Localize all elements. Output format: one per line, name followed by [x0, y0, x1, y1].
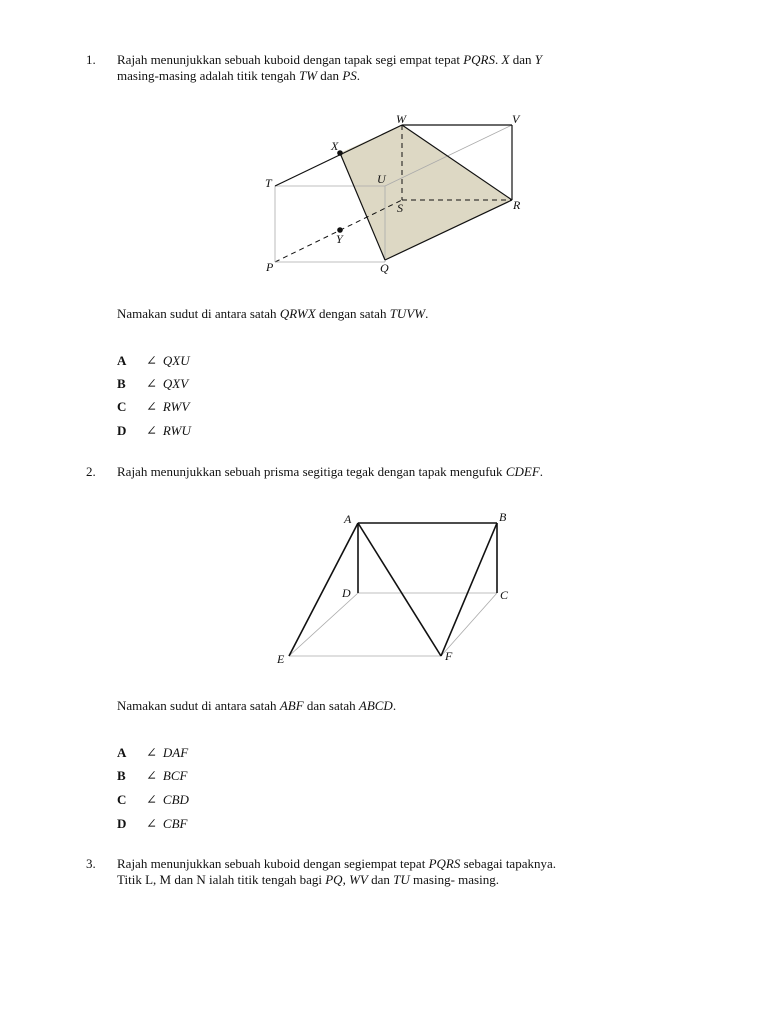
- stem-term: CDEF: [505, 464, 540, 479]
- prompt-text: dan satah: [303, 698, 359, 713]
- question-number: 3.: [86, 856, 96, 871]
- angle-icon: ∠: [146, 353, 157, 368]
- stem-term: Y: [534, 52, 542, 67]
- label-x: X: [331, 139, 339, 153]
- prompt-term: ABF: [279, 698, 304, 713]
- label-b: B: [499, 510, 507, 524]
- stem-text: masing-masing adalah titik tengah: [117, 68, 299, 83]
- thin-edge-cf: [441, 593, 497, 656]
- stem-text: .: [495, 52, 502, 67]
- option-letter: B: [117, 768, 126, 783]
- edge-af: [358, 523, 441, 656]
- prompt-text: dengan satah: [315, 306, 390, 321]
- label-f: F: [445, 649, 453, 663]
- angle-icon: ∠: [146, 376, 157, 391]
- stem-text: Rajah menunjukkan sebuah kuboid dengan tapak segi empat tepat: [117, 52, 464, 67]
- option-value: CBF: [162, 816, 188, 831]
- stem-term: PQRS: [463, 52, 495, 67]
- angle-icon: ∠: [146, 399, 157, 414]
- angle-icon: ∠: [146, 745, 157, 760]
- question-number: 2.: [86, 464, 96, 479]
- option-letter: D: [117, 816, 127, 831]
- option-value: BCF: [162, 768, 188, 783]
- label-s: S: [397, 201, 403, 215]
- prompt-text: .: [392, 698, 397, 713]
- label-c: C: [500, 588, 509, 602]
- label-u: U: [377, 172, 386, 186]
- option-value: RWV: [162, 399, 190, 414]
- question-number: 1.: [86, 52, 96, 67]
- stem-term: PS: [342, 68, 357, 83]
- option-letter: C: [117, 792, 127, 807]
- option-letter: C: [117, 399, 127, 414]
- prompt-text: Namakan sudut di antara satah: [117, 306, 280, 321]
- stem-term: PQRS: [428, 856, 461, 871]
- stem-term: TW: [298, 68, 318, 83]
- label-p: P: [266, 260, 274, 274]
- stem-text: masing- masing.: [409, 872, 499, 887]
- option-value: RWU: [162, 423, 191, 438]
- stem-text: Rajah menunjukkan sebuah prisma segitiga tegak dengan tapak mengufuk: [117, 464, 506, 479]
- label-a: A: [344, 512, 352, 526]
- stem-text: dan: [509, 52, 535, 67]
- stem-text: Titik L, M dan N ialah titik tengah bagi: [117, 872, 326, 887]
- label-y: Y: [336, 232, 343, 246]
- stem-text: sebagai tapaknya.: [460, 856, 556, 871]
- option-letter: A: [117, 745, 127, 760]
- label-d: D: [342, 586, 351, 600]
- prompt-text: .: [425, 306, 429, 321]
- option-value: QXU: [162, 353, 190, 368]
- option-value: DAF: [162, 745, 189, 760]
- stem-text: .: [539, 464, 544, 479]
- stem-term: WV: [349, 872, 368, 887]
- thin-edge-de: [289, 593, 358, 656]
- option-letter: B: [117, 376, 126, 391]
- stem-term: X: [501, 52, 510, 67]
- option-value: CBD: [162, 792, 189, 807]
- question-prompt: [117, 698, 677, 714]
- angle-icon: ∠: [146, 816, 157, 831]
- prompt-term: QRWX: [279, 306, 316, 321]
- angle-icon: ∠: [146, 768, 157, 783]
- stem-text: dan: [367, 872, 394, 887]
- edge-bf: [441, 523, 497, 656]
- label-e: E: [277, 652, 285, 666]
- stem-text: dan: [317, 68, 343, 83]
- label-v: V: [512, 112, 520, 126]
- label-r: R: [513, 198, 521, 212]
- stem-text: .: [356, 68, 361, 83]
- question-stem: [117, 856, 677, 888]
- prompt-text: Namakan sudut di antara satah: [117, 698, 280, 713]
- stem-term: TU: [393, 872, 410, 887]
- option-letter: D: [117, 423, 127, 438]
- prompt-term: TUVW: [389, 306, 426, 321]
- label-w: W: [396, 112, 406, 126]
- prompt-term: ABCD: [358, 698, 393, 713]
- stem-term: PQ: [325, 872, 343, 887]
- stem-text: Rajah menunjukkan sebuah kuboid dengan segiempat tepat: [117, 856, 429, 871]
- option-value: QXV: [162, 376, 189, 391]
- angle-icon: ∠: [146, 423, 157, 438]
- label-q: Q: [380, 261, 389, 275]
- option-letter: A: [117, 353, 127, 368]
- angle-icon: ∠: [146, 792, 157, 807]
- stem-text: ,: [342, 872, 350, 887]
- label-t: T: [265, 176, 272, 190]
